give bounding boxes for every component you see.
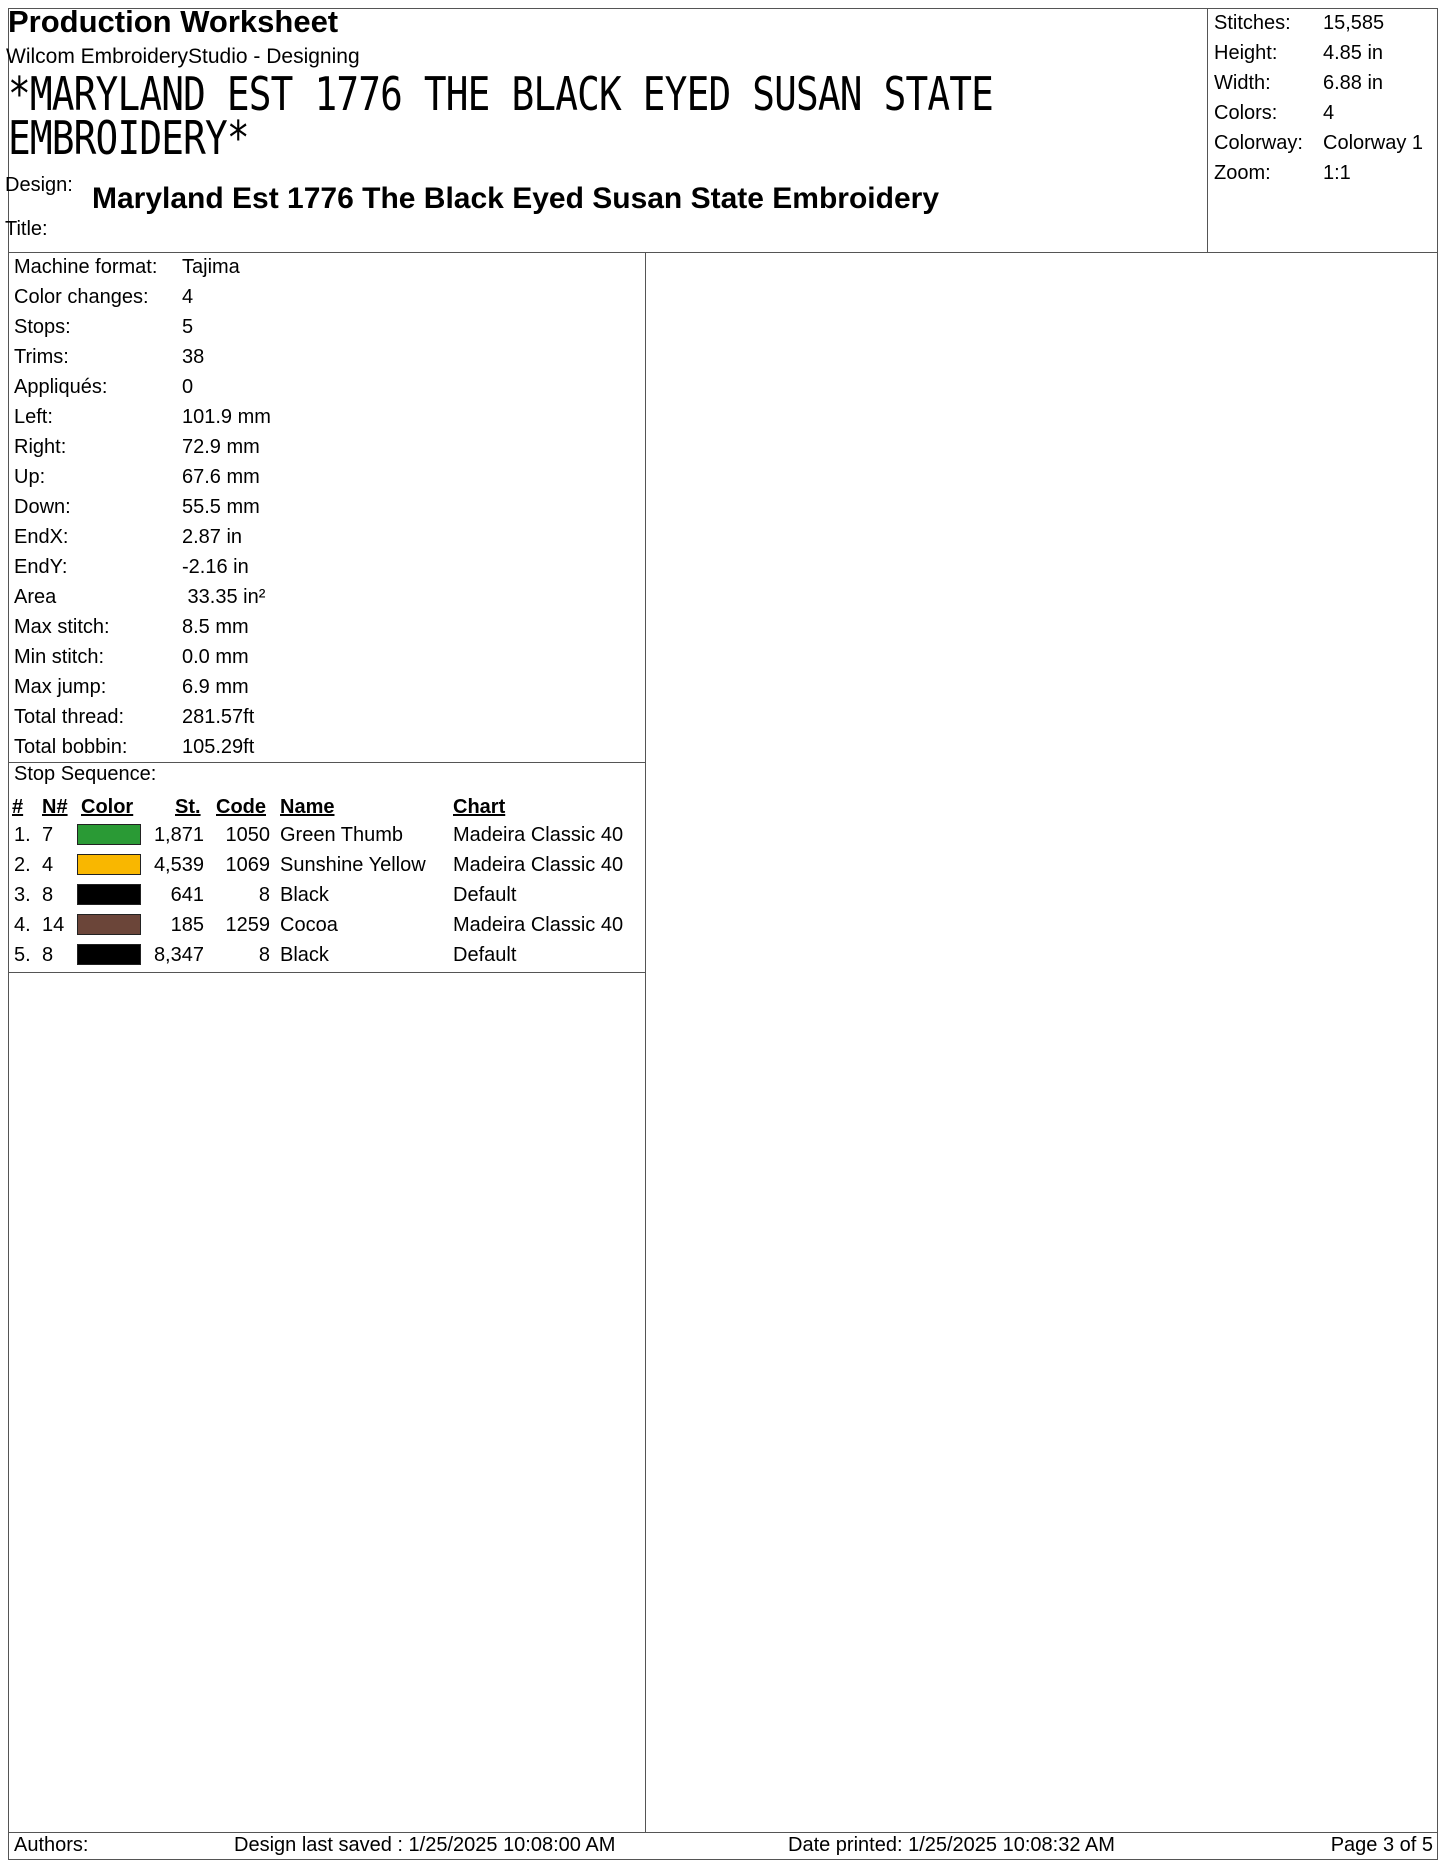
row-name: Sunshine Yellow (280, 854, 426, 876)
stat-value: 5 (182, 316, 194, 338)
summary-value: 4 (1323, 102, 1335, 124)
row-chart: Madeira Classic 40 (453, 914, 624, 936)
stat-label: Color changes: (14, 286, 149, 308)
stat-value: 33.35 in² (182, 586, 266, 608)
stat-label: Total bobbin: (14, 736, 128, 758)
summary-value: 4.85 in (1323, 42, 1384, 64)
column-header-number: # (12, 796, 24, 818)
footer-divider (8, 1832, 1438, 1833)
stat-label: Left: (14, 406, 53, 428)
row-number: 2. (14, 854, 31, 876)
stop-sequence-title: Stop Sequence: (14, 763, 157, 785)
row-code: 1259 (225, 914, 270, 936)
summary-divider (1207, 8, 1208, 253)
row-name: Black (280, 884, 329, 906)
stat-value: 105.29ft (182, 736, 255, 758)
footer-last-saved: Design last saved : 1/25/2025 10:08:00 AM (234, 1834, 616, 1856)
stat-value: 0.0 mm (182, 646, 249, 668)
footer-page-number: Page 3 of 5 (1330, 1834, 1433, 1856)
column-header-name: Name (280, 796, 335, 818)
row-name: Cocoa (280, 914, 338, 936)
row-code: 1069 (225, 854, 270, 876)
row-needle: 4 (42, 854, 54, 876)
stat-label: Trims: (14, 346, 69, 368)
stat-value: 281.57ft (182, 706, 255, 728)
stat-label: Appliqués: (14, 376, 108, 398)
stat-value: 67.6 mm (182, 466, 260, 488)
summary-label: Colors: (1214, 102, 1278, 124)
row-name: Black (280, 944, 329, 966)
title-label: Title: (5, 218, 48, 240)
column-header-stitches: St. (175, 796, 201, 818)
row-number: 4. (14, 914, 31, 936)
stat-label: EndX: (14, 526, 69, 548)
color-swatch (77, 914, 141, 935)
table-row (0, 880, 640, 910)
color-swatch (77, 884, 141, 905)
row-name: Green Thumb (280, 824, 404, 846)
row-stitches: 185 (170, 914, 204, 936)
row-code: 8 (258, 944, 270, 966)
column-header-needle: N# (42, 796, 68, 818)
row-needle: 8 (42, 944, 54, 966)
row-needle: 14 (42, 914, 65, 936)
stat-label: EndY: (14, 556, 68, 578)
stat-value: 2.87 in (182, 526, 243, 548)
row-chart: Default (453, 944, 517, 966)
table-row (0, 910, 640, 940)
summary-label: Height: (1214, 42, 1278, 64)
footer-authors: Authors: (14, 1834, 89, 1856)
row-number: 5. (14, 944, 31, 966)
design-barcode-text: *MARYLAND EST 1776 THE BLACK EYED SUSAN STATE EMBROIDERY* (8, 67, 994, 165)
stat-label: Max jump: (14, 676, 107, 698)
summary-label: Colorway: (1214, 132, 1303, 154)
table-row (0, 850, 640, 880)
summary-label: Width: (1214, 72, 1271, 94)
summary-value: 15,585 (1323, 12, 1385, 34)
software-name: Wilcom EmbroideryStudio - Designing (6, 45, 360, 68)
row-number: 1. (14, 824, 31, 846)
stat-label: Up: (14, 466, 46, 488)
summary-value: Colorway 1 (1323, 132, 1424, 154)
column-header-code: Code (216, 796, 266, 818)
document-title: Production Worksheet (8, 4, 339, 39)
table-row (0, 820, 640, 850)
row-stitches: 4,539 (153, 854, 204, 876)
stat-label: Total thread: (14, 706, 125, 728)
row-stitches: 1,871 (153, 824, 204, 846)
stat-value: Tajima (182, 256, 240, 278)
summary-value: 6.88 in (1323, 72, 1384, 94)
row-code: 8 (258, 884, 270, 906)
row-number: 3. (14, 884, 31, 906)
row-chart: Madeira Classic 40 (453, 854, 624, 876)
table-row (0, 940, 640, 970)
stat-value: 38 (182, 346, 205, 368)
summary-value: 1:1 (1323, 162, 1351, 184)
footer-date-printed: Date printed: 1/25/2025 10:08:32 AM (788, 1834, 1115, 1856)
stat-value: -2.16 in (182, 556, 249, 578)
stat-value: 72.9 mm (182, 436, 260, 458)
stat-value: 55.5 mm (182, 496, 260, 518)
row-needle: 7 (42, 824, 54, 846)
stat-value: 101.9 mm (182, 406, 271, 428)
summary-label: Stitches: (1214, 12, 1291, 34)
stat-label: Min stitch: (14, 646, 105, 668)
row-chart: Default (453, 884, 517, 906)
stat-value: 6.9 mm (182, 676, 249, 698)
row-stitches: 641 (170, 884, 204, 906)
stat-label: Right: (14, 436, 67, 458)
row-needle: 8 (42, 884, 54, 906)
stat-label: Stops: (14, 316, 71, 338)
row-stitches: 8,347 (153, 944, 204, 966)
summary-label: Zoom: (1214, 162, 1271, 184)
design-name: Maryland Est 1776 The Black Eyed Susan State Embroidery (92, 182, 940, 215)
stat-label: Max stitch: (14, 616, 110, 638)
row-chart: Madeira Classic 40 (453, 824, 624, 846)
color-swatch (77, 824, 141, 845)
stat-value: 0 (182, 376, 194, 398)
stat-label: Down: (14, 496, 71, 518)
color-swatch (77, 944, 141, 965)
column-divider (645, 252, 646, 1832)
stat-label: Area (14, 586, 57, 608)
stat-value: 8.5 mm (182, 616, 249, 638)
stat-label: Machine format: (14, 256, 158, 278)
stat-value: 4 (182, 286, 194, 308)
row-code: 1050 (225, 824, 270, 846)
column-header-chart: Chart (453, 796, 506, 818)
design-label: Design: (5, 174, 73, 196)
color-swatch (77, 854, 141, 875)
column-header-color: Color (81, 796, 134, 818)
sequence-divider (8, 972, 645, 973)
